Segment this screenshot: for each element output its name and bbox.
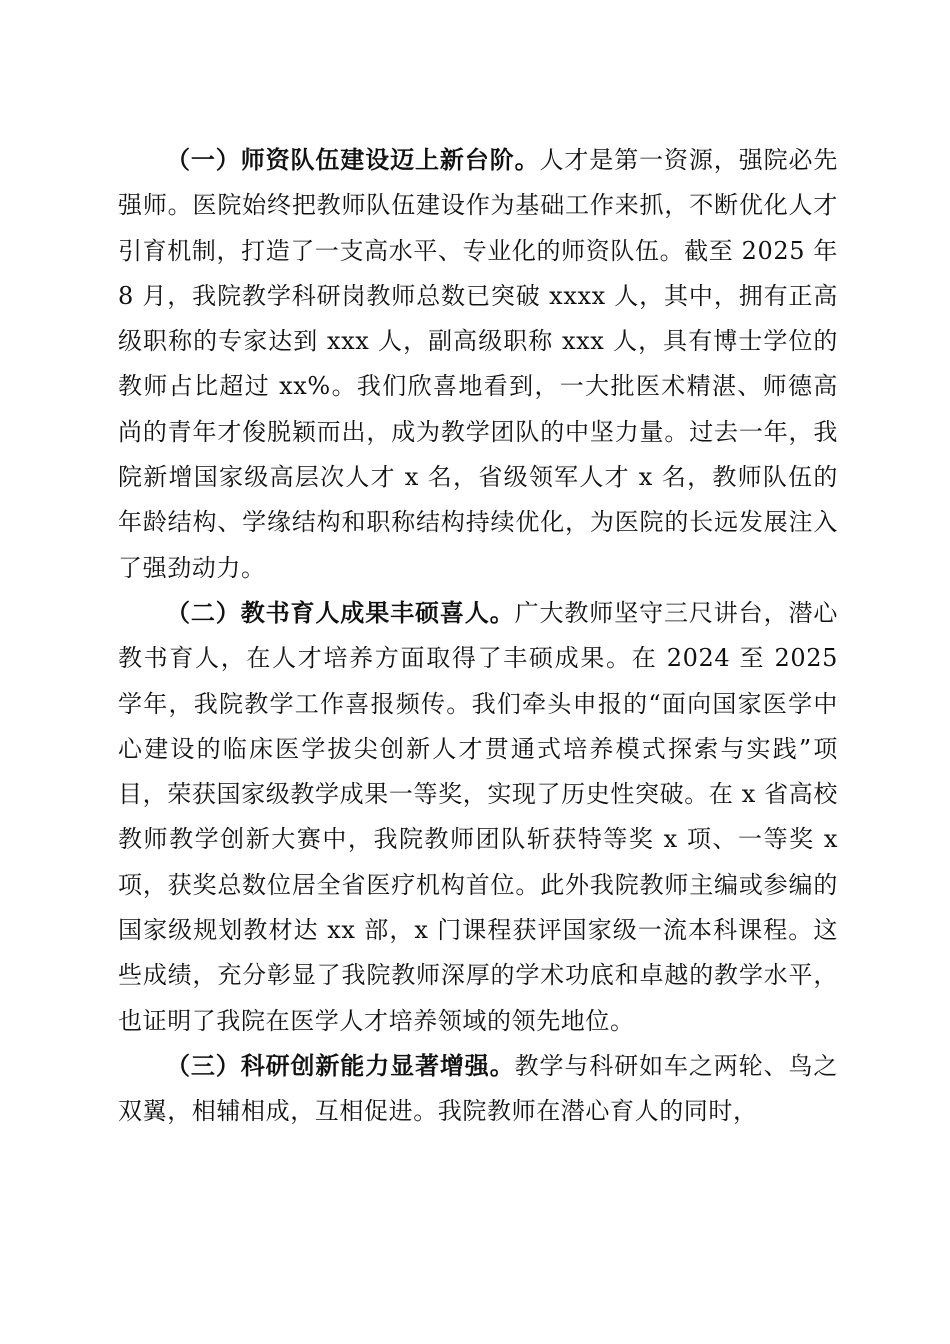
section-heading-2: （二）教书育人成果丰硕喜人。 bbox=[166, 598, 515, 627]
document-body bbox=[118, 138, 838, 1135]
paragraph-text-1: 人才是第一资源，强院必先强师。医院始终把教师队伍建设作为基础工作来抓，不断优化人才引育机制，打造了一支高水平、专业化的师资队伍。截至 2025 年 8 月，我院教学科研岗教师总数已突破 xxxx 人，其中，拥有正高级职称的专家达到 xxx 人，副高级职称 xxx 人，具有博士学位的教师占比超过 xx%。我们欣喜地看到，一大批医术精湛、师德高尚的青年才俊脱颖而出，成为教学团队的中坚力量。过去一年，我院新增国家级高层次人才 x 名，省级领军人才 x 名，教师队伍的年龄结构、学缘结构和职称结构持续优化，为医院的长远发展注入了强劲动力。 bbox=[118, 146, 838, 582]
paragraph-research-innovation bbox=[118, 1044, 838, 1135]
section-heading-1: （一）师资队伍建设迈上新台阶。 bbox=[166, 146, 540, 174]
paragraph-teaching-achievements bbox=[118, 591, 838, 1044]
paragraph-teacher-team bbox=[118, 138, 838, 591]
paragraph-text-2: 广大教师坚守三尺讲台，潜心教书育人，在人才培养方面取得了丰硕成果。在 2024 至 2025 学年，我院教学工作喜报频传。我们牵头申报的“面向国家医学中心建设的临床医学拔尖创新人才贯通式培养模式探索与实践”项目，荣获国家级教学成果一等奖，实现了历史性突破。在 x 省高校教师教学创新大赛中，我院教师团队斩获特等奖 x 项、一等奖 x 项，获奖总数位居全省医疗机构首位。此外我院教师主编或参编的国家级规划教材达 xx 部，x 门课程获评国家级一流本科课程。这些成绩，充分彰显了我院教师深厚的学术功底和卓越的教学水平，也证明了我院在医学人才培养领域的领先地位。 bbox=[118, 598, 838, 1035]
section-heading-3: （三）科研创新能力显著增强。 bbox=[166, 1051, 515, 1080]
paragraph-text-3: 教学与科研如车之两轮、鸟之双翼，相辅相成，互相促进。我院教师在潜心育人的同时， bbox=[118, 1051, 838, 1126]
